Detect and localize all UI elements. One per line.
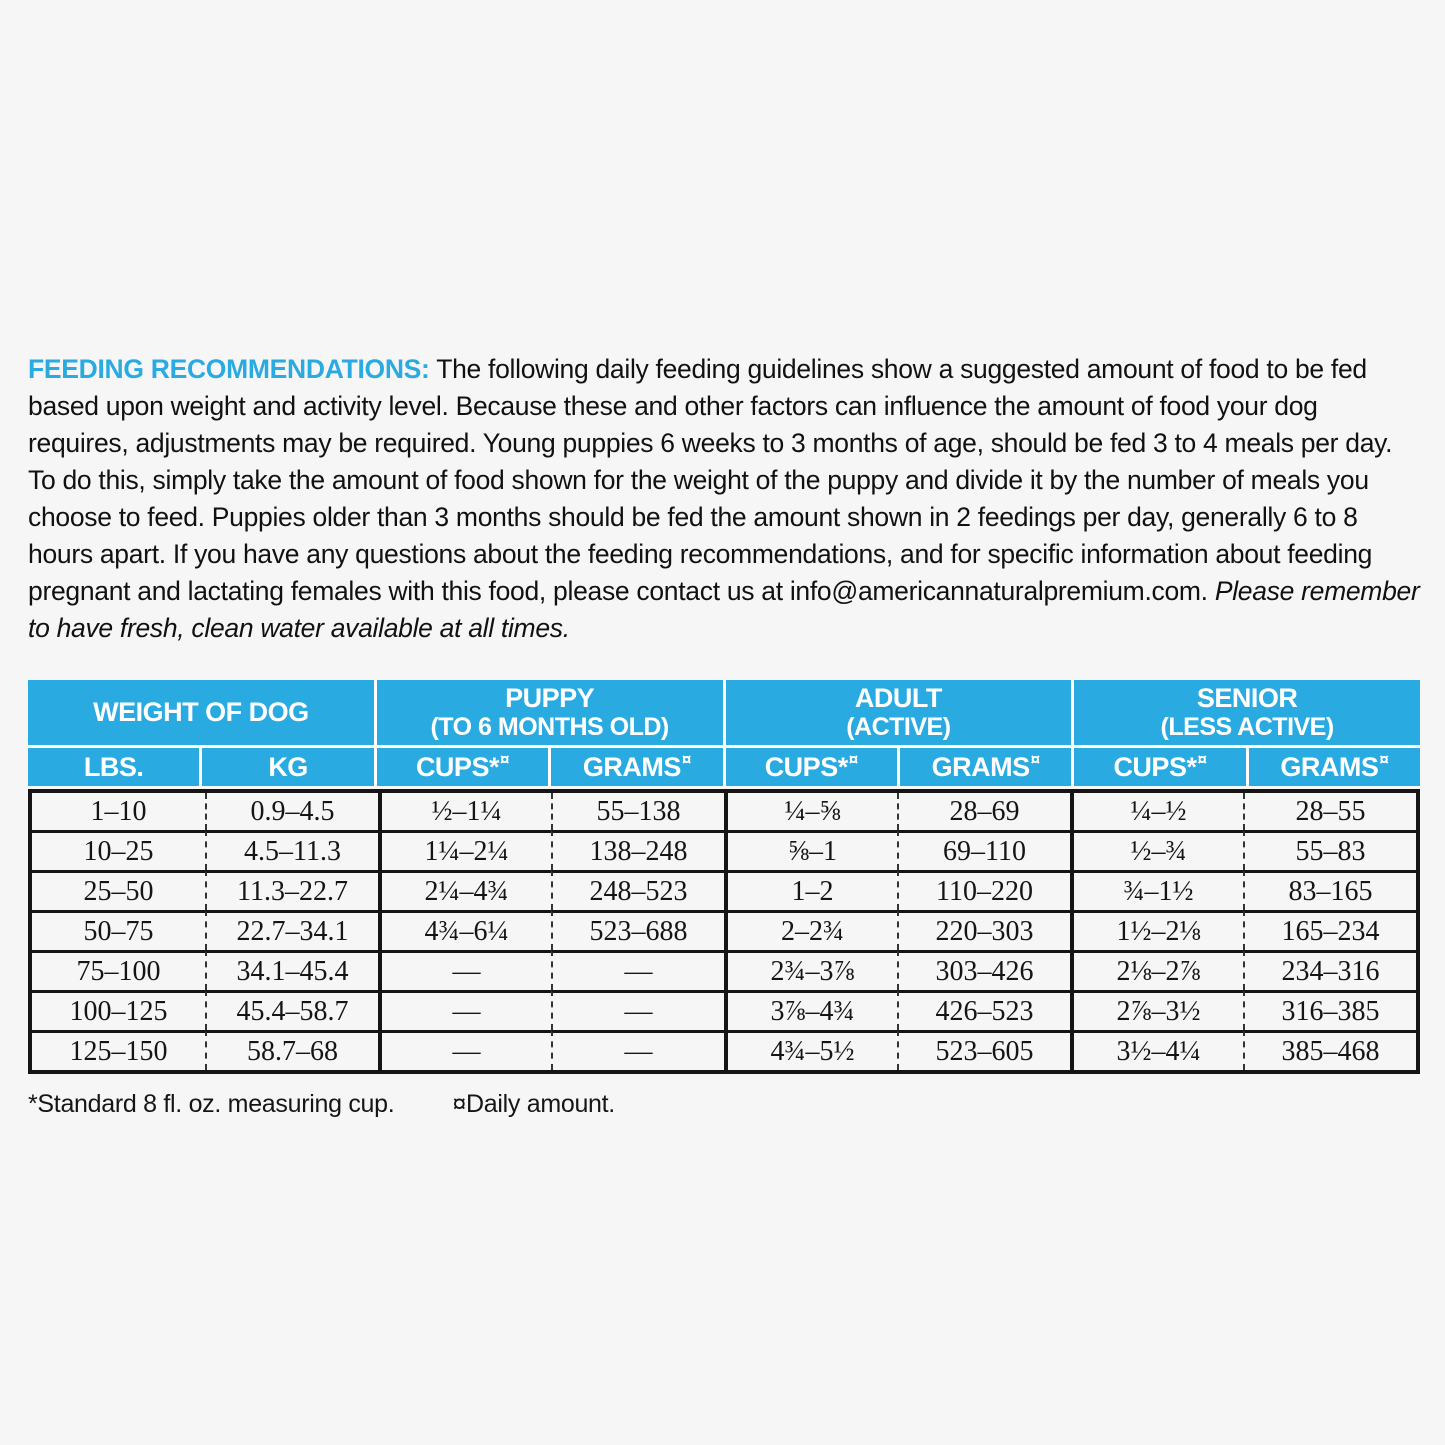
table-cell: 100–125 <box>32 990 205 1030</box>
table-cell: 523–688 <box>551 910 724 950</box>
column-header-label: CUPS* <box>1113 751 1197 782</box>
table-cell: 2¾–3⅞ <box>724 950 897 990</box>
table-cell: ½–1¼ <box>378 793 551 830</box>
column-header-label: LBS. <box>83 751 144 782</box>
table-cell: 316–385 <box>1243 990 1416 1030</box>
table-cell: 1½–2⅛ <box>1070 910 1243 950</box>
group-title: PUPPY <box>505 682 595 713</box>
table-cell: ¼–⅝ <box>724 793 897 830</box>
label-content <box>28 351 1420 1119</box>
table-cell: 165–234 <box>1243 910 1416 950</box>
table-header <box>28 680 1420 786</box>
column-header-label: GRAMS <box>582 751 681 782</box>
group-subtitle: (TO 6 MONTHS OLD) <box>430 712 669 741</box>
table-cell: 4¾–6¼ <box>378 910 551 950</box>
table-cell: — <box>551 1030 724 1070</box>
column-header-cups <box>1074 748 1245 786</box>
footnote-daily-amount: ¤Daily amount. <box>452 1090 615 1118</box>
table-cell: ¾–1½ <box>1070 870 1243 910</box>
table-cell: 28–69 <box>897 793 1070 830</box>
daily-amount-symbol: ¤ <box>499 750 509 769</box>
table-cell: — <box>378 990 551 1030</box>
table-cell: 2⅛–2⅞ <box>1070 950 1243 990</box>
daily-amount-symbol: ¤ <box>1197 750 1207 769</box>
table-cell: 0.9–4.5 <box>205 793 378 830</box>
group-header-adult <box>726 680 1072 745</box>
intro-heading: FEEDING RECOMMENDATIONS: <box>28 354 430 384</box>
column-header-grams <box>1249 748 1420 786</box>
column-header-label: GRAMS <box>931 751 1030 782</box>
group-header-puppy <box>377 680 723 745</box>
table-cell: 303–426 <box>897 950 1070 990</box>
table-cell: 1–2 <box>724 870 897 910</box>
table-cell: 2⅞–3½ <box>1070 990 1243 1030</box>
table-cell: 58.7–68 <box>205 1030 378 1070</box>
table-cell: — <box>378 1030 551 1070</box>
group-header-weight-of-dog <box>28 680 374 745</box>
table-cell: 523–605 <box>897 1030 1070 1070</box>
group-title: SENIOR <box>1196 682 1298 713</box>
table-cell: — <box>551 990 724 1030</box>
column-header-label: KG <box>268 751 308 782</box>
table-body <box>28 789 1420 1074</box>
table-cell: 110–220 <box>897 870 1070 910</box>
table-cell: 248–523 <box>551 870 724 910</box>
table-cell: 55–138 <box>551 793 724 830</box>
column-header-cups <box>726 748 897 786</box>
footnote-measuring-cup: *Standard 8 fl. oz. measuring cup. <box>28 1090 395 1118</box>
table-cell: 22.7–34.1 <box>205 910 378 950</box>
table-cell: 3⅞–4¾ <box>724 990 897 1030</box>
table-cell: 426–523 <box>897 990 1070 1030</box>
group-header-senior <box>1074 680 1420 745</box>
table-cell: 1–10 <box>90 795 147 827</box>
intro-body-text: The following daily feeding guidelines show a suggested amount of food to be fed based upon weight and activity level. Because these and other factors can influence the amount of food your dog requires, adjustments may be required. Young puppies 6 weeks to 3 months of age, should be fed 3 to 4 meals per day. To do this, simply take the amount of food shown for the weight of the puppy and divide it by the number of meals you choose to feed. Puppies older than 3 months should be fed the amount shown in 2 feedings per day, generally 6 to 8 hours apart. If you have any questions about the feeding recommendations, and for specific information about feeding pregnant and lactating females with this food, please contact us at info@americannaturalpremium.com. <box>28 354 1393 606</box>
table-cell: ⅝–1 <box>724 830 897 870</box>
daily-amount-symbol: ¤ <box>848 750 858 769</box>
column-header-label: CUPS* <box>764 751 848 782</box>
table-cell: 75–100 <box>32 950 205 990</box>
table-cell: 3½–4¼ <box>1070 1030 1243 1070</box>
table-cell: 4.5–11.3 <box>205 830 378 870</box>
table-cell: 2¼–4¾ <box>378 870 551 910</box>
table-cell: 45.4–58.7 <box>205 990 378 1030</box>
table-cell: 34.1–45.4 <box>205 950 378 990</box>
footnotes <box>28 1090 1420 1119</box>
table-cell: 138–248 <box>551 830 724 870</box>
table-cell: 28–55 <box>1243 793 1416 830</box>
table-cell: 1¼–2¼ <box>378 830 551 870</box>
table-cell: 50–75 <box>32 910 205 950</box>
column-header-grams <box>900 748 1071 786</box>
column-header-label: CUPS* <box>415 751 499 782</box>
table-cell: ½–¾ <box>1070 830 1243 870</box>
column-header-kg <box>202 748 373 786</box>
daily-amount-symbol: ¤ <box>1030 750 1040 769</box>
table-cell: 11.3–22.7 <box>205 870 378 910</box>
table-cell: 55–83 <box>1243 830 1416 870</box>
group-subtitle: (LESS ACTIVE) <box>1160 712 1334 741</box>
table-cell: 10–25 <box>32 830 205 870</box>
table-cell: 2–2¾ <box>724 910 897 950</box>
table-cell: ¼–½ <box>1070 793 1243 830</box>
table-cell: 4¾–5½ <box>724 1030 897 1070</box>
column-header-label: GRAMS <box>1280 751 1379 782</box>
table-cell: 125–150 <box>32 1030 205 1070</box>
table-cell: 220–303 <box>897 910 1070 950</box>
daily-amount-symbol: ¤ <box>681 750 691 769</box>
intro-paragraph <box>28 351 1420 647</box>
group-subtitle: (ACTIVE) <box>846 712 951 741</box>
column-header-grams <box>551 748 722 786</box>
table-cell: 69–110 <box>897 830 1070 870</box>
column-header-cups <box>377 748 548 786</box>
intro-italic-note: Please remember to have fresh, clean water available at all times. <box>28 576 1420 643</box>
table-cell: 385–468 <box>1243 1030 1416 1070</box>
table-cell: 25–50 <box>32 870 205 910</box>
group-title: WEIGHT OF DOG <box>93 697 309 727</box>
daily-amount-symbol: ¤ <box>1379 750 1389 769</box>
group-title: ADULT <box>854 682 942 713</box>
column-header-lbs <box>28 748 199 786</box>
table-cell: 234–316 <box>1243 950 1416 990</box>
table-cell: 83–165 <box>1243 870 1416 910</box>
feeding-table <box>28 680 1420 1074</box>
table-cell: — <box>378 950 551 990</box>
table-cell: — <box>551 950 724 990</box>
